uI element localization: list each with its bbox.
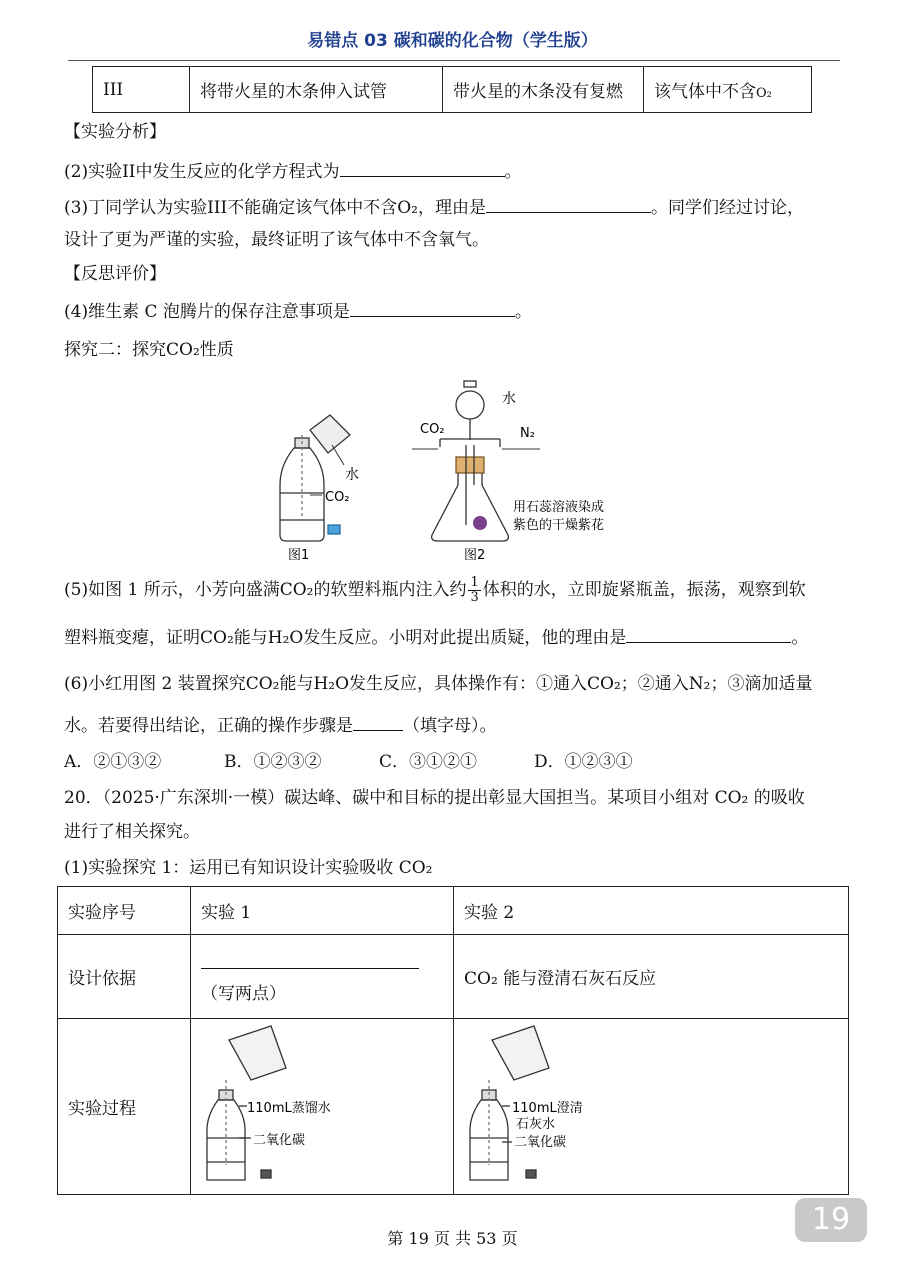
page-header-title: 易错点 03 碳和碳的化合物（学生版） <box>307 31 598 51</box>
exp2-gas-label: 二氧化碳 <box>514 1135 567 1150</box>
row-design-basis-label: 设计依据 <box>58 935 191 1019</box>
answer-blank-q6[interactable] <box>353 712 403 731</box>
question-4: (4)维生素 C 泡腾片的保存注意事项是 。 <box>64 298 532 324</box>
question-6-line2: 水。若要得出结论，正确的操作步骤是 （填字母）。 <box>64 712 497 738</box>
page-number-badge: 19 <box>795 1198 867 1242</box>
exp2-process-cell <box>454 1019 849 1195</box>
question-20-line2: 进行了相关探究。 <box>64 822 200 842</box>
page-footer: 第 19 页 共 53 页 <box>387 1229 518 1248</box>
fig1-co2-label: CO₂ <box>325 490 350 505</box>
flask-figure <box>432 381 509 541</box>
fig2-caption: 图2 <box>464 548 486 563</box>
experiment-figures <box>270 375 670 565</box>
header-exp-no: 实验序号 <box>58 887 191 935</box>
subquestion-1: (1)实验探究 1：运用已有知识设计实验吸收 CO₂ <box>64 858 433 878</box>
question-20: 20．（2025·广东深圳·一模）碳达峰、碳中和目标的提出彰显大国担当。某项目小组对 CO₂ 的吸收 <box>64 788 805 808</box>
option-b[interactable]: B．①②③② <box>224 752 322 772</box>
question-2: (2)实验II中发生反应的化学方程式为 。 <box>64 158 522 184</box>
header-exp-1: 实验 1 <box>191 887 454 935</box>
experiment-table <box>57 886 849 1195</box>
exp1-apparatus <box>201 1020 431 1188</box>
answer-blank-q4[interactable] <box>350 298 515 317</box>
header-divider <box>68 60 840 61</box>
top-cell-id: III <box>93 67 190 113</box>
answer-blank-q2[interactable] <box>340 158 505 177</box>
flower-label-2: 紫色的干燥紫花 <box>513 518 605 533</box>
row-process-label: 实验过程 <box>58 1019 191 1195</box>
header-exp-2: 实验 2 <box>454 887 849 935</box>
fig1-water-label: 水 <box>345 467 359 483</box>
question-3: (3)丁同学认为实验III不能确定该气体中不含O₂，理由是 。同学们经过讨论， <box>64 194 804 220</box>
section-analysis: 【实验分析】 <box>64 122 166 142</box>
option-a[interactable]: A．②①③② <box>64 752 162 772</box>
top-cell-conclusion: 该气体中不含O₂ <box>644 67 812 113</box>
exp2-apparatus <box>464 1020 694 1188</box>
fig2-water-label: 水 <box>502 391 516 407</box>
exp2-design-basis: CO₂ 能与澄清石灰石反应 <box>454 935 849 1019</box>
fig2-n2-label: N₂ <box>520 426 535 441</box>
exp1-liquid-label: 110mL蒸馏水 <box>247 1101 331 1116</box>
question-6: (6)小红用图 2 装置探究CO₂能与H₂O发生反应，具体操作有：①通入CO₂；②通入N₂；③滴加适量 <box>64 674 813 694</box>
option-d[interactable]: D．①②③① <box>534 752 633 772</box>
exp2-liquid-label-1: 110mL澄清 <box>512 1101 583 1116</box>
question-5-line2: 塑料瓶变瘪，证明CO₂能与H₂O发生反应。小明对此提出质疑，他的理由是 。 <box>64 624 808 650</box>
flower-label-1: 用石蕊溶液染成 <box>513 500 605 515</box>
fig2-co2-label: CO₂ <box>420 422 445 437</box>
top-cell-phenomenon: 带火星的木条没有复燃 <box>443 67 644 113</box>
question-3-line2: 设计了更为严谨的实验，最终证明了该气体中不含氧气。 <box>64 230 489 250</box>
top-cell-operation: 将带火星的木条伸入试管 <box>190 67 443 113</box>
exp2-liquid-label-2: 石灰水 <box>516 1117 556 1132</box>
section-reflect: 【反思评价】 <box>64 264 166 284</box>
exp1-gas-label: 二氧化碳 <box>253 1133 306 1148</box>
top-table <box>92 66 812 113</box>
option-c[interactable]: C．③①②① <box>379 752 478 772</box>
purple-flower <box>473 516 487 530</box>
answer-blank-q3[interactable] <box>486 194 651 213</box>
fig1-caption: 图1 <box>288 548 310 563</box>
explore-2-heading: 探究二：探究CO₂性质 <box>64 340 234 360</box>
answer-blank-design[interactable] <box>201 950 419 969</box>
options-row <box>64 750 764 774</box>
exp1-design-basis: （写两点） <box>191 935 454 1019</box>
question-5: (5)如图 1 所示，小芳向盛满CO₂的软塑料瓶内注入约 $\frac{1}{3}$ 体积的水，立即旋紧瓶盖，振荡，观察到软 <box>64 575 806 605</box>
answer-blank-q5[interactable] <box>626 624 791 643</box>
exp1-process-cell <box>191 1019 454 1195</box>
bottle-figure <box>280 415 350 541</box>
fraction-one-third: $\frac{1}{3}$ <box>470 575 479 605</box>
figure-drawing <box>270 375 670 565</box>
